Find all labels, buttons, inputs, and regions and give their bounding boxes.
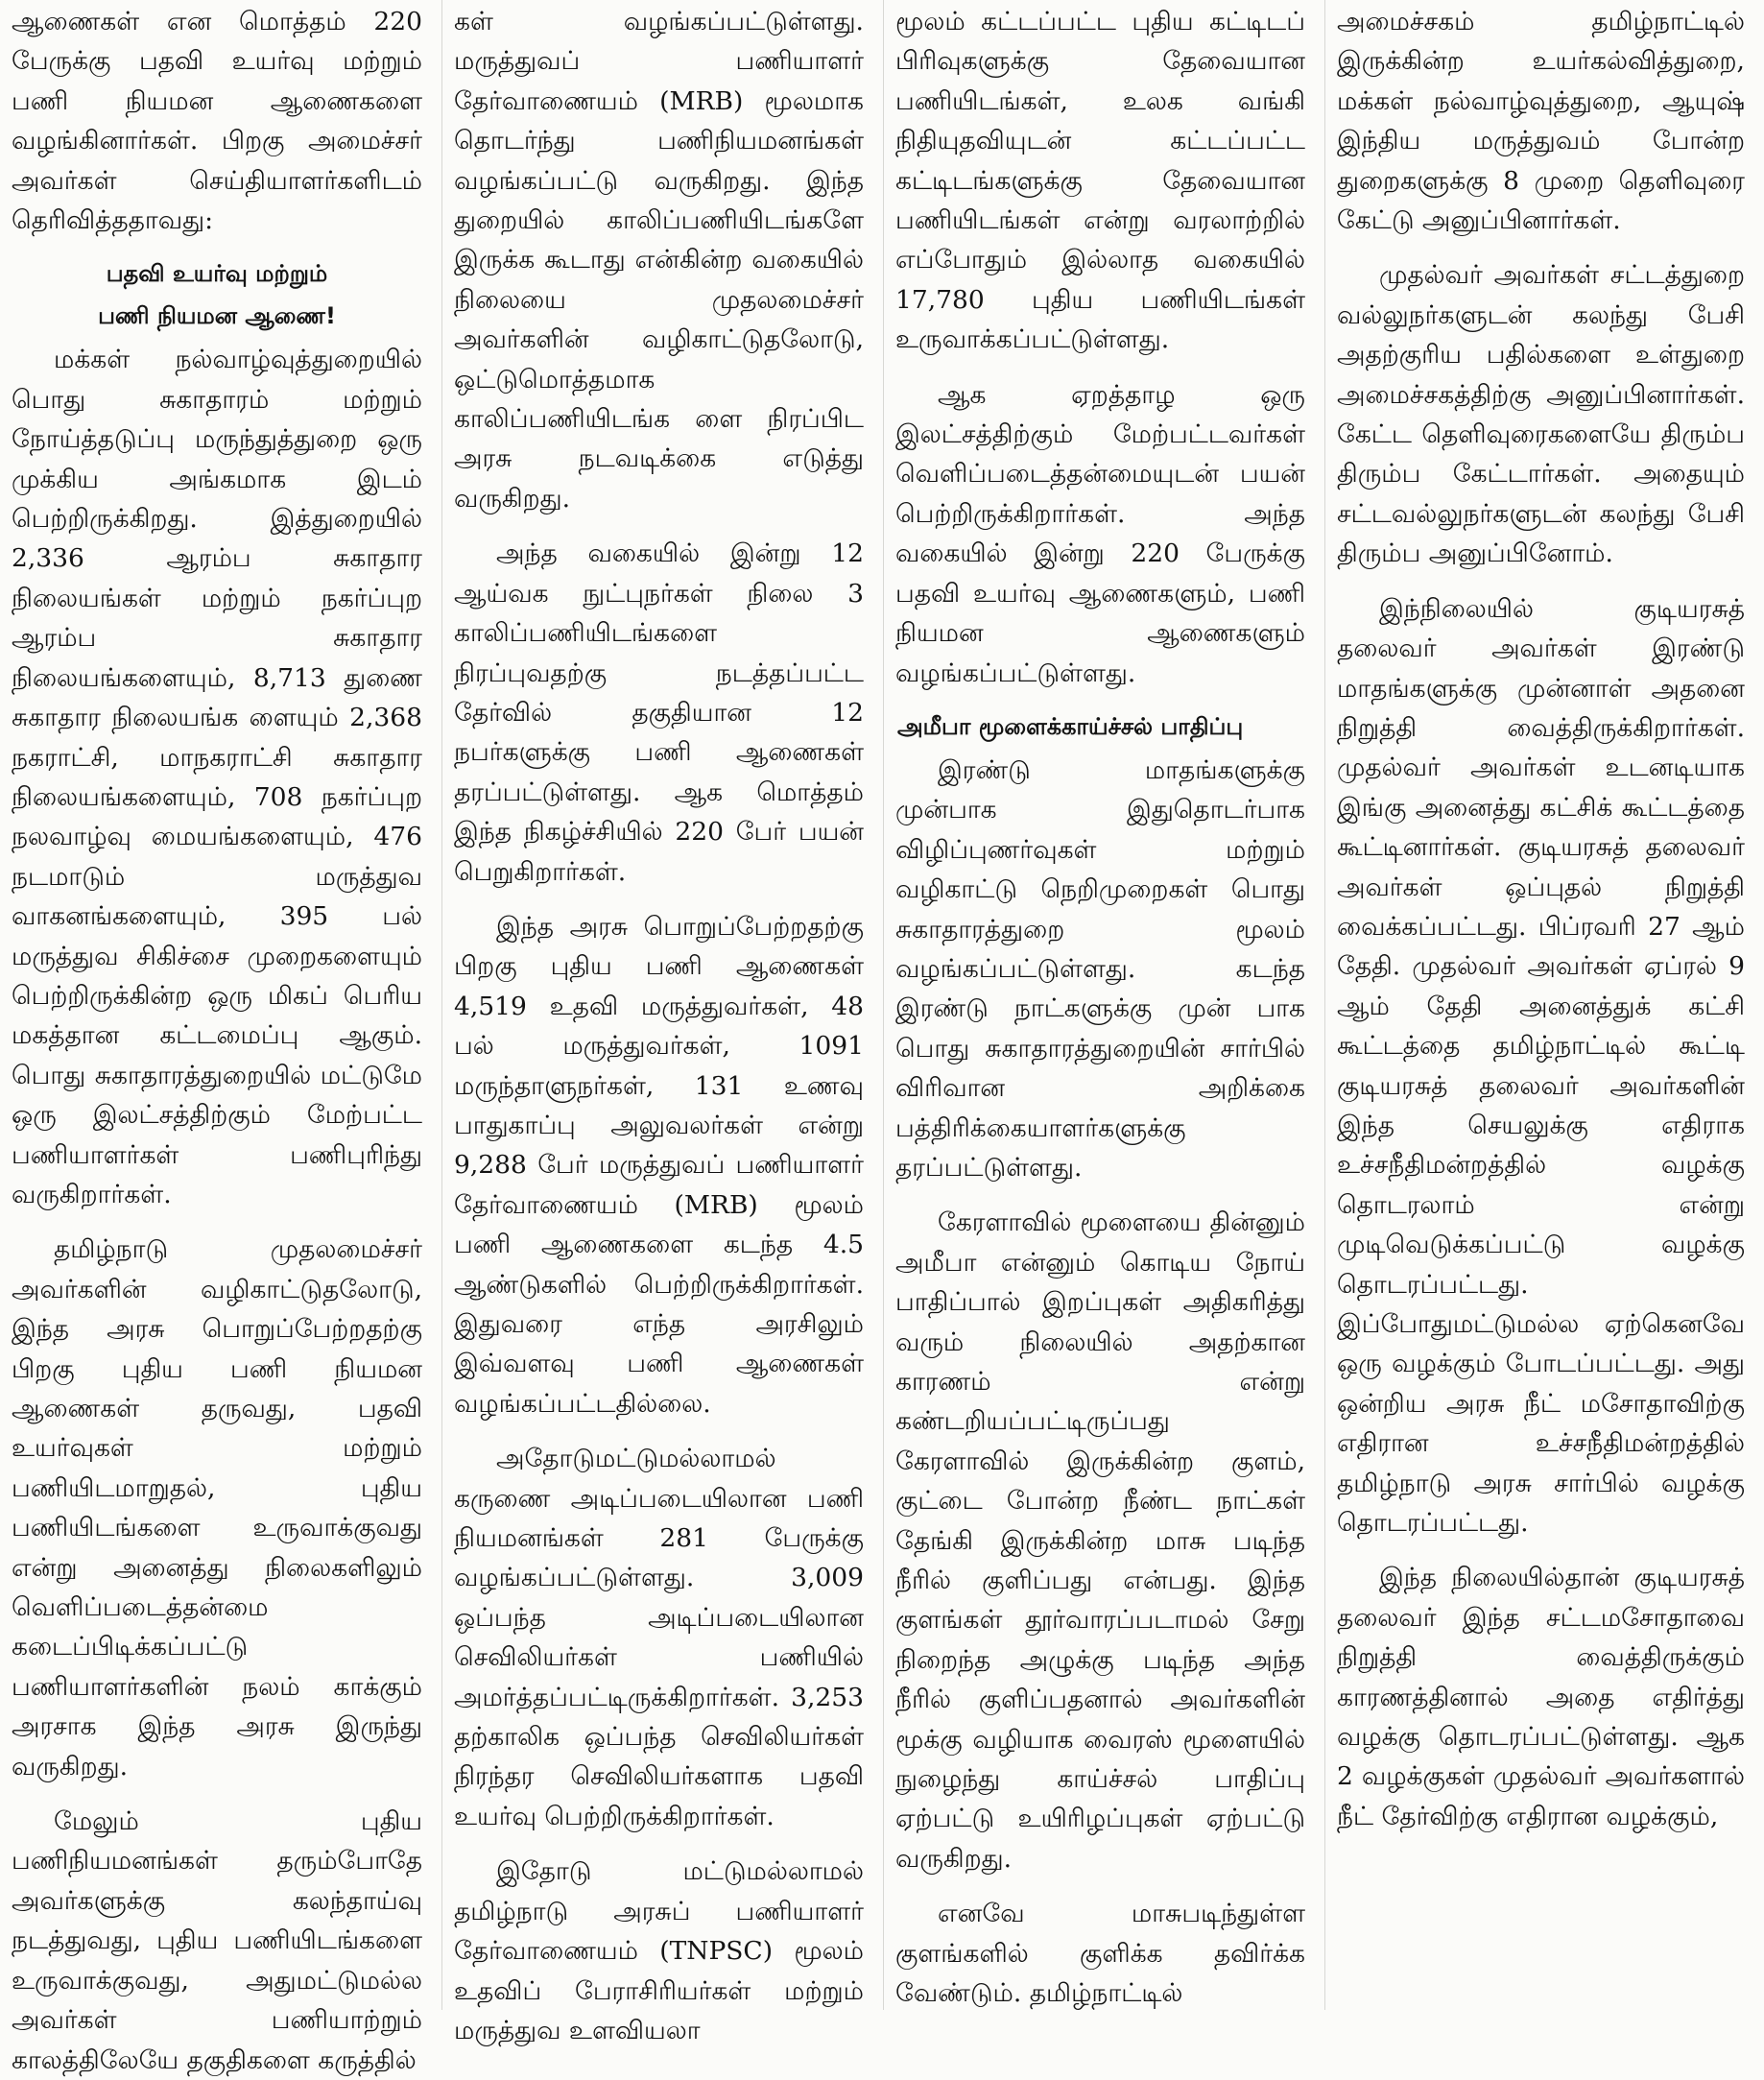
paragraph: மூலம் கட்டப்பட்ட புதிய கட்டிடப் பிரிவுகளுக்கு தேவையான பணியிடங்கள், உலக வங்கி நிதியுதவியுடன் கட்டப்பட்ட கட்டிடங்களுக்கு தேவையான பணியிடங்கள் என்று வரலாற்றில் எப்போதும் இல்லாத வகையில் 17,780 புதிய பணியிடங்கள் உருவாக்கப்பட்டுள்ளது.	[895, 7, 1305, 355]
paragraph: இரண்டு மாதங்களுக்கு முன்பாக இதுதொடர்பாக விழிப்புணர்வுகள் மற்றும் வழிகாட்டு நெறிமுறைகள் பொது சுகாதாரத்துறை மூலம் வழங்கப்பட்டுள்ளது. கடந்த இரண்டு நாட்களுக்கு முன் பாக பொது சுகாதாரத்துறையின் சார்பில் விரிவான அறிக்கை பத்திரிக்கையாளர்களுக்கு தரப்பட்டுள்ளது.	[895, 754, 1305, 1183]
section-heading: பதவி உயர்வு மற்றும்	[106, 260, 328, 288]
section-heading: அமீபா மூளைக்காய்ச்சல் பாதிப்பு	[897, 712, 1244, 740]
paragraph: ஆக ஏறத்தாழ ஒரு இலட்சத்திற்கும் மேற்பட்டவர்கள் வெளிப்படைத்தன்மையுடன் பயன் பெற்றிருக்கிறார்கள். அந்த வகையில் இன்று 220 பேருக்கு பதவி உயர்வு ஆணைகளும், பணி நியமன ஆணைகளும் வழங்கப்பட்டுள்ளது.	[895, 379, 1305, 688]
paragraph: அந்த வகையில் இன்று 12 ஆய்வக நுட்புநர்கள் நிலை 3 காலிப்பணியிடங்களை நிரப்புவதற்கு நடத்தப்பட்ட தேர்வில் தகுதியான 12 நபர்களுக்கு பணி ஆணைகள் தரப்பட்டுள்ளது. ஆக மொத்தம் இந்த நிகழ்ச்சியில் 220 பேர் பயன் பெறுகிறார்கள்.	[454, 538, 864, 887]
paragraph: மக்கள் நல்வாழ்வுத்துறையில் பொது சுகாதாரம் மற்றும் நோய்த்தடுப்பு மருந்துத்துறை ஒரு முக்கிய அங்கமாக இடம் பெற்றிருக்கிறது. இத்துறையில் 2,336 ஆரம்ப சுகாதார நிலையங்கள் மற்றும் நகர்ப்புற ஆரம்ப சுகாதார நிலையங்களையும், 8,713 துணை சுகாதார நிலையங்க ளையும் 2,368 நகராட்சி, மாநகராட்சி சுகாதார நிலையங்களையும், 708 நகர்ப்புற நலவாழ்வு மையங்களையும், 476 நடமாடும் மருத்துவ வாகனங்களையும், 395 பல் மருத்துவ சிகிச்சை முறைகளையும் பெற்றிருக்கின்ற ஒரு மிகப் பெரிய மகத்தான கட்டமைப்பு ஆகும். பொது சுகாதாரத்துறையில் மட்டுமே ஒரு இலட்சத்திற்கும் மேற்பட்ட பணியாளர்கள் பணிபுரிந்து வருகிறார்கள்.	[12, 345, 422, 1209]
column-4	[1324, 0, 1764, 2010]
paragraph: இந்த அரசு பொறுப்பேற்றதற்கு பிறகு புதிய பணி ஆணைகள் 4,519 உதவி மருத்துவர்கள், 48 பல் மருத்துவர்கள், 1091 மருந்தாளுநர்கள், 131 உணவு பாதுகாப்பு அலுவலர்கள் என்று 9,288 பேர் மருத்துவப் பணியாளர் தேர்வாணையம் (MRB) மூலம் பணி ஆணைகளை கடந்த 4.5 ஆண்டுகளில் பெற்றிருக்கிறார்கள். இதுவரை எந்த அரசிலும் இவ்வளவு பணி ஆணைகள் வழங்கப்பட்டதில்லை.	[454, 911, 864, 1419]
paragraph: இந்த நிலையில்தான் குடியரசுத் தலைவர் இந்த சட்டமசோதாவை நிறுத்தி வைத்திருக்கும் காரணத்தினால் அதை எதிர்த்து வழக்கு தொடரப்பட்டுள்ளது. ஆக 2 வழக்குகள் முதல்வர் அவர்களால் நீட் தேர்விற்கு எதிரான வழக்கும்,	[1337, 1563, 1745, 1831]
paragraph: அதோடுமட்டுமல்லாமல் கருணை அடிப்படையிலான பணி நியமனங்கள் 281 பேருக்கு வழங்கப்பட்டுள்ளது. 3,009 ஒப்பந்த அடிப்படையிலான செவிலியர்கள் பணியில் அமர்த்தப்பட்டிருக்கிறார்கள். 3,253 தற்காலிக ஒப்பந்த செவிலியர்கள் நிரந்தர செவிலியர்களாக பதவி உயர்வு பெற்றிருக்கிறார்கள்.	[454, 1444, 864, 1831]
paragraph: ஆணைகள் என மொத்தம் 220 பேருக்கு பதவி உயர்வு மற்றும் பணி நியமன ஆணைகளை வழங்கினார்கள். பிறகு அமைச்சர் அவர்கள் செய்தியாளர்களிடம் தெரிவித்ததாவது:	[12, 7, 422, 236]
paragraph: இந்நிலையில் குடியரசுத் தலைவர் அவர்கள் இரண்டு மாதங்களுக்கு முன்னாள் அதனை நிறுத்தி வைத்திருக்கிறார்கள். முதல்வர் அவர்கள் உடனடியாக இங்கு அனைத்து கட்சிக் கூட்டத்தை கூட்டினார்கள். குடியரசுத் தலைவர் அவர்கள் ஒப்புதல் நிறுத்தி வைக்கப்பட்டது. பிப்ரவரி 27 ஆம் தேதி. முதல்வர் அவர்கள் ஏப்ரல் 9 ஆம் தேதி அனைத்துக் கட்சி கூட்டத்தை தமிழ்நாட்டில் கூட்டி குடியரசுத் தலைவர் அவர்களின் இந்த செயலுக்கு எதிராக உச்சநீதிமன்றத்தில் வழக்கு தொடரலாம் என்று முடிவெடுக்கப்பட்டு வழக்கு தொடரப்பட்டது. இப்போதுமட்டுமல்ல ஏற்கெனவே ஒரு வழக்கும் போடப்பட்டது. அது ஒன்றிய அரசு நீட் மசோதாவிற்கு எதிரான உச்சநீதிமன்றத்தில் தமிழ்நாடு அரசு சார்பில் வழக்கு தொடரப்பட்டது.	[1337, 593, 1745, 1539]
paragraph: எனவே மாசுபடிந்துள்ள குளங்களில் குளிக்க தவிர்க்க வேண்டும். தமிழ்நாட்டில்	[895, 1899, 1305, 2009]
column-2	[441, 0, 883, 2045]
paragraph: அமைச்சகம் தமிழ்நாட்டில் இருக்கின்ற உயர்கல்வித்துறை, மக்கள் நல்வாழ்வுத்துறை, ஆயுஷ் இந்திய மருத்துவம் போன்ற துறைகளுக்கு 8 முறை தெளிவுரை கேட்டு அனுப்பினார்கள்.	[1337, 7, 1745, 236]
paragraph: மேலும் புதிய பணிநியமனங்கள் தரும்போதே அவர்களுக்கு கலந்தாய்வு நடத்துவது, புதிய பணியிடங்களை உருவாக்குவது, அதுமட்டுமல்ல அவர்கள் பணியாற்றும் காலத்திலேயே தகுதிகளை கருத்தில்	[12, 1806, 422, 2075]
paragraph: தமிழ்நாடு முதலமைச்சர் அவர்களின் வழிகாட்டுதலோடு, இந்த அரசு பொறுப்பேற்றதற்கு பிறகு புதிய பணி நியமன ஆணைகள் தருவது, பதவி உயர்வுகள் மற்றும் பணியிடமாறுதல், புதிய பணியிடங்களை உருவாக்குவது என்று அனைத்து நிலைகளிலும் வெளிப்படைத்தன்மை கடைப்பிடிக்கப்பட்டு பணியாளர்களின் நலம் காக்கும் அரசாக இந்த அரசு இருந்து வருகிறது.	[12, 1234, 422, 1781]
paragraph: கேரளாவில் மூளையை தின்னும் அமீபா என்னும் கொடிய நோய் பாதிப்பால் இறப்புகள் அதிகரித்து வரும் நிலையில் அதற்கான காரணம் என்று கண்டறியப்பட்டிருப்பது கேரளாவில் இருக்கின்ற குளம், குட்டை போன்ற நீண்ட நாட்கள் தேங்கி இருக்கின்ற மாசு படிந்த நீரில் குளிப்பது என்பது. இந்த குளங்கள் தூர்வாரப்படாமல் சேறு நிறைந்த அழுக்கு படிந்த அந்த நீரில் குளிப்பதனால் அவர்களின் மூக்கு வழியாக வைரஸ் மூளையில் நுழைந்து காய்ச்சல் பாதிப்பு ஏற்பட்டு உயிரிழப்புகள் ஏற்பட்டு வருகிறது.	[895, 1207, 1305, 1874]
column-3	[883, 0, 1324, 2010]
column-1	[0, 0, 441, 2075]
paragraph: இதோடு மட்டுமல்லாமல் தமிழ்நாடு அரசுப் பணியாளர் தேர்வாணையம் (TNPSC) மூலம் உதவிப் பேராசிரியர்கள் மற்றும் மருத்துவ உளவியலா	[454, 1856, 864, 2045]
section-heading: பணி நியமன ஆணை!	[98, 302, 336, 330]
paragraph: கள் வழங்கப்பட்டுள்ளது. மருத்துவப் பணியாளர் தேர்வாணையம் (MRB) மூலமாக தொடர்ந்து பணிநியமனங்கள் வழங்கப்பட்டு வருகிறது. இந்த துறையில் காலிப்பணியிடங்களே இருக்க கூடாது என்கின்ற வகையில் நிலையை முதலமைச்சர் அவர்களின் வழிகாட்டுதலோடு, ஒட்டுமொத்தமாக காலிப்பணியிடங்க ளை நிரப்பிட அரசு நடவடிக்கை எடுத்து வருகிறது.	[454, 7, 864, 514]
paragraph: முதல்வர் அவர்கள் சட்டத்துறை வல்லுநர்களுடன் கலந்து பேசி அதற்குரிய பதில்களை உள்துறை அமைச்சகத்திற்கு அனுப்பினார்கள். கேட்ட தெளிவுரைகளையே திரும்ப திரும்ப கேட்டார்கள். அதையும் சட்டவல்லுநர்களுடன் கலந்து பேசி திரும்ப அனுப்பினோம்.	[1337, 260, 1745, 569]
